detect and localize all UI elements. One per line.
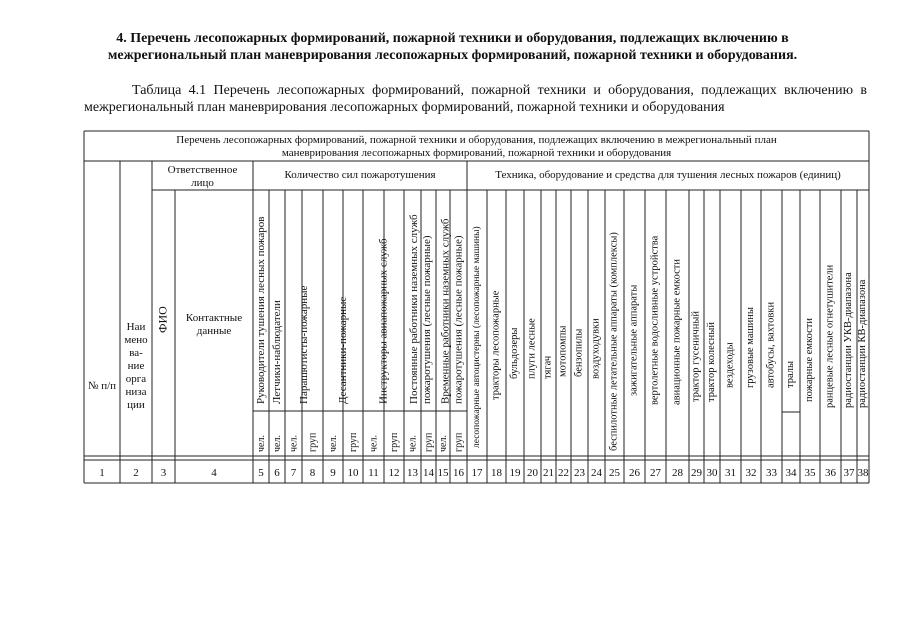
section-heading-line2: межрегиональный план маневрирования лесопожарных формирований, пожарной техники и оборудования.	[107, 48, 798, 63]
table-header-line1: Перечень лесопожарных формирований, пожарной техники и оборудования, подлежащих включению в межрегиональный план	[176, 134, 777, 146]
column-number: 35	[804, 467, 816, 479]
tech-item-header: вездеходы	[724, 342, 736, 388]
tech-item-header: плуги лесные	[526, 318, 538, 379]
force-group-header: пожаротушения (лесные пожарные)	[421, 235, 433, 404]
tech-item-header: радиостанции КВ-диапазона	[857, 279, 868, 408]
column-number: 38	[857, 467, 869, 479]
col-org-name-header: ции	[127, 399, 145, 411]
force-group-header: Руководители тушения лесных пожаров	[255, 216, 267, 404]
column-number: 24	[591, 467, 602, 479]
tech-item-header: радиостанции УКВ-диапазона	[843, 272, 854, 408]
column-number: 9	[330, 467, 336, 479]
tech-item-header: мотопомпы	[557, 325, 569, 377]
tech-header: Техника, оборудование и средства для тушения лесных пожаров (единиц)	[495, 169, 841, 181]
tech-item-header: зажигательные аппараты	[628, 284, 640, 396]
column-number: 26	[629, 467, 640, 479]
force-group-header: Летчики-наблюдатели	[271, 300, 283, 404]
force-group-header: Временные работники наземных служб	[439, 218, 452, 404]
column-number: 28	[672, 467, 683, 479]
column-number: 23	[574, 467, 585, 479]
responsible-header: лицо	[191, 177, 214, 189]
unit-label: чел.	[438, 435, 449, 452]
tech-item-header: автобусы, вахтовки	[765, 301, 777, 388]
tech-item-header: бульдозеры	[509, 327, 520, 379]
col-fio-header: ФИО	[155, 306, 170, 333]
column-number: 6	[274, 467, 280, 479]
column-number: 37	[843, 467, 855, 479]
column-number: 19	[509, 467, 521, 479]
force-group-header: Постоянные работники наземных служб	[408, 214, 420, 404]
column-number: 4	[211, 467, 217, 479]
col-org-name-header: мено	[124, 334, 148, 346]
unit-label: груп	[453, 432, 465, 452]
col-org-name-header: Наи	[126, 321, 146, 333]
col-org-name-header: низа	[125, 386, 147, 398]
table-header-line2: маневрирования лесопожарных формирований, пожарной техники и оборудования	[281, 147, 672, 159]
column-number: 1	[99, 467, 105, 479]
tech-item-header: бензопилы	[573, 328, 585, 377]
column-number: 31	[725, 467, 736, 479]
force-group-header: Парашютисты-пожарные	[298, 285, 310, 404]
column-number: 17	[471, 467, 483, 479]
col-contacts-header: Контактные	[185, 312, 243, 324]
column-number: 29	[691, 467, 702, 479]
column-number: 10	[347, 467, 359, 479]
column-number: 14	[423, 467, 434, 479]
column-number: 8	[309, 467, 316, 479]
responsible-header: Ответственное	[167, 164, 238, 176]
column-number: 5	[258, 467, 264, 479]
unit-label: чел.	[328, 435, 339, 452]
column-number: 22	[558, 467, 569, 479]
col-org-name-header: орга	[125, 373, 147, 385]
tech-item-header: лесопожарные автоцистерны (лесопожарные машины)	[472, 226, 482, 448]
unit-label: груп	[307, 432, 319, 452]
col-org-name-header: ва-	[129, 347, 143, 359]
unit-label: чел.	[256, 435, 267, 452]
tech-item-header: трактор гусеничный	[690, 311, 702, 402]
column-number: 16	[453, 467, 464, 479]
tech-item-header: авиационные пожарные емкости	[671, 259, 683, 405]
column-number: 25	[609, 467, 620, 479]
tech-item-header: тралы	[785, 360, 796, 388]
column-number: 21	[543, 467, 554, 479]
forces-header: Количество сил пожаротушения	[284, 169, 436, 181]
column-number: 27	[650, 467, 661, 479]
unit-label: груп	[423, 432, 435, 452]
column-number: 15	[437, 467, 449, 479]
column-number: 13	[407, 467, 418, 479]
table-caption: Таблица 4.1 Перечень лесопожарных формирований, пожарной техники и оборудования, подлежащих включению в межрегиональный план маневрирования лесопожарных формирований, пожарной техники и оборудования	[84, 83, 867, 115]
tech-item-header: тягач	[542, 355, 554, 379]
unit-label: чел.	[407, 435, 419, 452]
unit-label: груп	[348, 432, 359, 452]
tech-item-header: грузовые машины	[745, 307, 756, 388]
section-heading-line1: 4. Перечень лесопожарных формирований, пожарной техники и оборудования, подлежащих включению в	[116, 31, 789, 46]
column-number: 11	[368, 467, 379, 479]
tech-item-header: тракторы лесопожарные	[490, 290, 502, 400]
unit-label: груп	[389, 432, 400, 452]
column-number: 36	[825, 467, 836, 479]
col-contacts-header: данные	[196, 325, 232, 337]
tech-item-header: трактор колесный	[706, 322, 717, 402]
column-number: 33	[766, 467, 777, 479]
tech-item-header: воздуходувки	[590, 318, 602, 379]
tech-item-header: вертолетные водосливные устройства	[649, 235, 661, 405]
force-group-header: пожаротушения (лесные пожарные)	[452, 235, 465, 404]
column-number: 3	[160, 467, 167, 479]
column-number: 20	[527, 467, 538, 479]
column-number: 34	[785, 467, 797, 479]
force-group-header: Десантники-пожарные	[337, 296, 349, 404]
tech-item-header: пожарные емкости	[804, 318, 815, 402]
column-number: 7	[290, 467, 297, 479]
col-number-header: № п/п	[87, 380, 117, 392]
column-number: 2	[133, 467, 139, 479]
unit-label: чел.	[272, 435, 283, 452]
tech-item-header: ранцевые лесные огнетушители	[824, 264, 836, 408]
column-number: 18	[491, 467, 502, 479]
unit-label: чел.	[288, 435, 300, 452]
column-number: 30	[706, 467, 718, 479]
tech-item-header: беспилотные летательные аппараты (комплексы)	[608, 232, 620, 451]
column-number: 32	[745, 467, 757, 479]
force-group-header: Инструкторы авиапожарных служб	[377, 238, 390, 404]
col-org-name-header: ние	[127, 360, 145, 372]
unit-label: чел.	[368, 435, 380, 452]
column-number: 12	[388, 467, 400, 479]
